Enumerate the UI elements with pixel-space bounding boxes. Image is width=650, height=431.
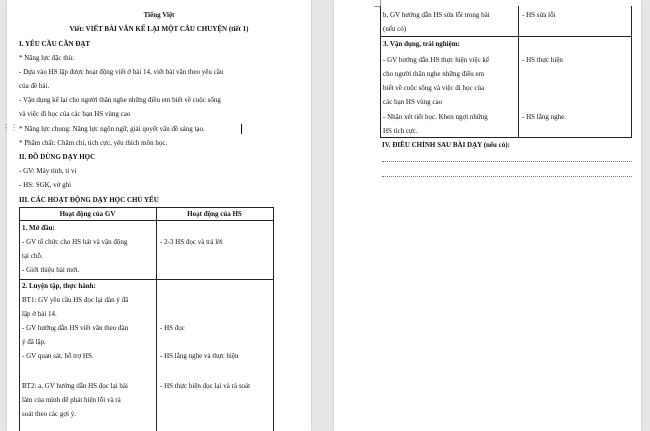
table-cell-text: cho người thân nghe những điều em [383, 70, 485, 78]
table-cell-text: - HS sửa lỗi [522, 11, 556, 19]
subject-title: Tiếng Việt [143, 11, 175, 19]
table-cell-text: - 2-3 HS đọc và trả lời [160, 238, 223, 246]
table-cell-text: - HS thực hiện đọc lại và rà soát [160, 382, 251, 390]
table-cell-text: soát theo các gợi ý. [22, 410, 77, 418]
table-cell-text: (nếu có) [383, 25, 407, 33]
table-cell-text: các bạn HS vùng cao [383, 98, 443, 106]
table-cell-text: - HS lắng nghe và thực hiện [160, 352, 239, 360]
column-header-hs: Hoạt động của HS [187, 210, 242, 218]
table-cell-text: - GV hướng dẫn HS thực hiện việc kể [383, 56, 490, 64]
text-line: - Vận dụng kể lại cho người thân nghe những điều em biết về cuộc sống [19, 96, 221, 104]
text-line: - Dựa vào HS lập được hoạt động viết ở bài 14, viết bài văn theo yêu cầu [19, 68, 224, 76]
document-page-left [7, 0, 311, 431]
table-cell-text: biết về cuộc sống và việc đi học của [383, 84, 485, 92]
text-line: * Năng lực chung: Năng lực ngôn ngữ, giải quyết vấn đề sáng tạo. [19, 125, 205, 133]
table-cell-text: lập ở bài 14. [22, 310, 57, 318]
table-cell-text: 1. Mở đầu: [22, 224, 55, 232]
table-cell-text: - GV tổ chức cho HS hát và vận động [22, 238, 128, 246]
section-4-heading: IV. ĐIỀU CHỈNH SAU BÀI DẠY (nếu có): [382, 141, 510, 149]
text-cursor [241, 124, 242, 134]
text-line: và việc đi học của các bạn HS vùng cao [19, 110, 131, 118]
table-cell-text: làm của mình để phát hiện lỗi và rà [22, 396, 121, 404]
table-cell-text: 3. Vận dụng, trải nghiệm: [383, 40, 460, 48]
table-cell-text: - HS lắng nghe. [522, 113, 566, 121]
section-3-heading: III. CÁC HOẠT ĐỘNG DẠY HỌC CHỦ YẾU [19, 196, 159, 204]
table-cell-text: HS tích cực. [383, 127, 418, 135]
lesson-title: Viết: VIẾT BÀI VĂN KỂ LẠI MỘT CÂU CHUYỆN (tiết 1) [69, 25, 249, 33]
table-cell-text: tại chỗ. [22, 252, 43, 260]
text-line: * Phẩm chất: Chăm chỉ, tích cực, yêu thích môn học. [19, 139, 168, 147]
table-cell-text: ý đã lập. [22, 338, 46, 346]
table-cell-text: BT1: GV yêu cầu HS đọc lại dàn ý đã [22, 296, 129, 304]
table-cell-text: b, GV hướng dẫn HS sửa lỗi trong bài [383, 11, 490, 19]
table-cell-text: - GV quan sát, hỗ trợ HS. [22, 352, 94, 360]
table-cell-text: 2. Luyện tập, thực hành: [22, 282, 96, 290]
table-cell-text: - Giới thiệu bài mới. [22, 266, 80, 274]
table-cell-text: - GV hướng dẫn HS viết văn theo dàn [22, 324, 129, 332]
drag-handle-icon[interactable]: ⋮⋮ [2, 123, 18, 132]
section-1-heading: I. YÊU CẦU CẦN ĐẠT [19, 40, 91, 48]
table-cell-text: - Nhận xét tiết học. Khen ngợi những [383, 113, 488, 121]
section-2-heading: II. ĐỒ DÙNG DẠY HỌC [19, 153, 96, 161]
text-line: - GV: Máy tính, ti vi [19, 167, 77, 175]
column-header-gv: Hoạt động của GV [59, 210, 116, 218]
text-line: - HS: SGK, vở ghi [19, 181, 72, 189]
text-line: của đề bài. [19, 82, 50, 90]
document-page-right [334, 0, 641, 431]
table-cell-text: - HS đọc [160, 324, 185, 332]
dotted-line [382, 176, 632, 177]
table-cell-text: - HS thực hiện [522, 56, 563, 64]
text-line: * Năng lực đặc thù: [19, 54, 75, 62]
table-cell-text: BT2: a, GV hướng dẫn HS đọc lại bài [22, 382, 128, 390]
dotted-line [382, 161, 632, 162]
